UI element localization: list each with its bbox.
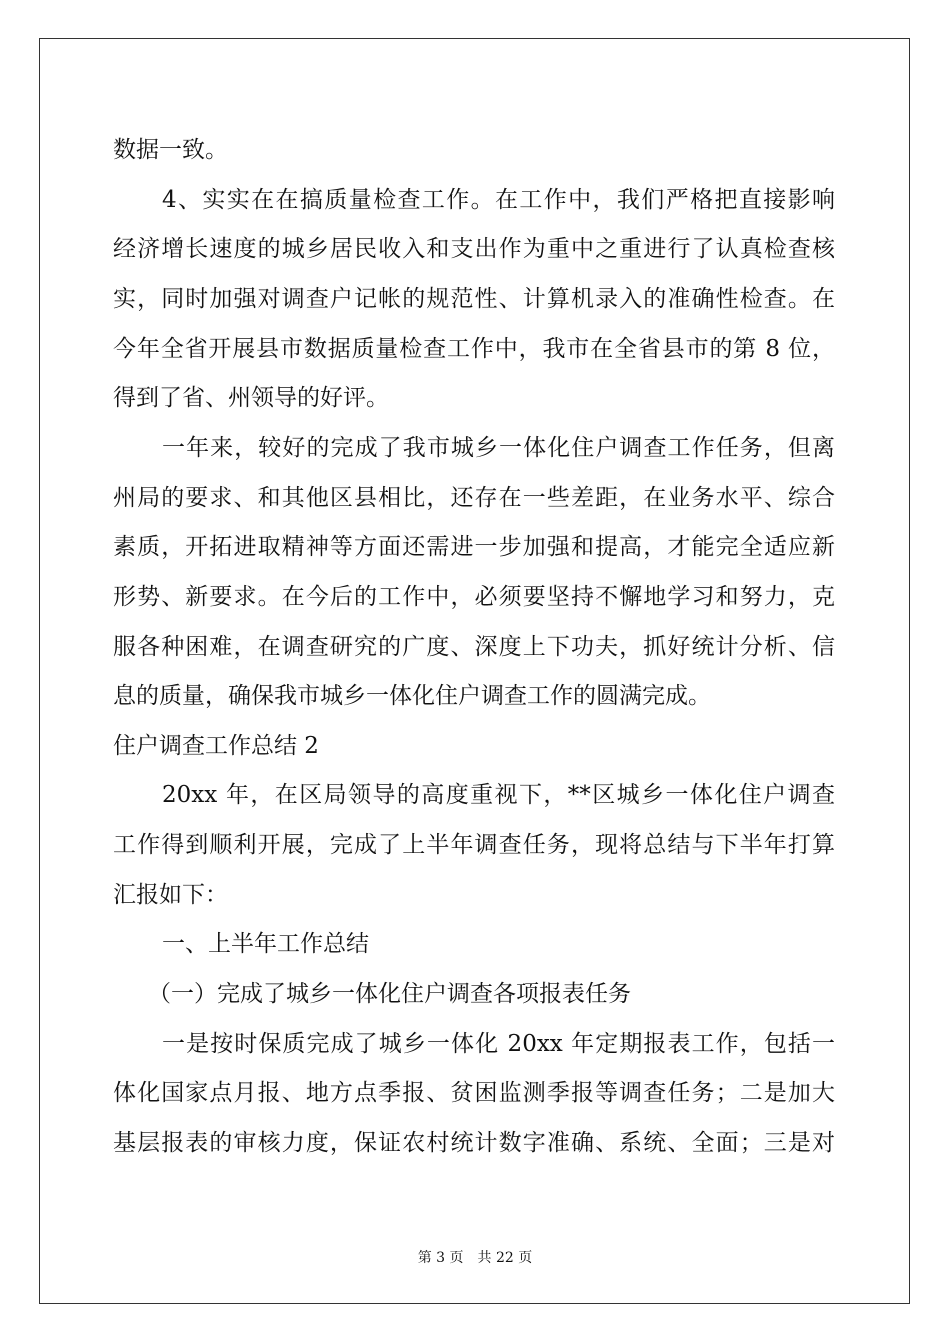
- subheading: 一、上半年工作总结: [162, 931, 369, 957]
- text-line: 形势、新要求。在今后的工作中，必须要坚持不懈地学习和努力，克: [113, 584, 835, 610]
- paragraph-start: 一是按时保质完成了城乡一体化 20xx 年定期报表工作，包括一: [162, 1031, 835, 1057]
- paragraph-start: 20xx 年，在区局领导的高度重视下，**区城乡一体化住户调查: [162, 782, 835, 808]
- text-line: 工作得到顺利开展，完成了上半年调查任务，现将总结与下半年打算: [113, 832, 835, 858]
- section-heading: 住户调查工作总结 2: [113, 733, 319, 759]
- text-line: 体化国家点月报、地方点季报、贫困监测季报等调查任务；二是加大: [113, 1080, 835, 1106]
- page-border: [39, 38, 910, 1304]
- text-line: 今年全省开展县市数据质量检查工作中，我市在全省县市的第 8 位，: [113, 336, 835, 362]
- page-number: 第 3 页 共 22 页: [417, 1250, 533, 1266]
- text-line: 基层报表的审核力度，保证农村统计数字准确、系统、全面；三是对: [113, 1130, 835, 1156]
- text-line: 汇报如下：: [113, 882, 228, 908]
- paragraph-start: 一年来，较好的完成了我市城乡一体化住户调查工作任务，但离: [162, 435, 835, 461]
- text-line: 得到了省、州领导的好评。: [113, 385, 389, 411]
- text-line: 息的质量，确保我市城乡一体化住户调查工作的圆满完成。: [113, 683, 711, 709]
- text-line: 实，同时加强对调查户记帐的规范性、计算机录入的准确性检查。在: [113, 286, 835, 312]
- text-line: 服各种困难，在调查研究的广度、深度上下功夫，抓好统计分析、信: [113, 634, 835, 660]
- paragraph-start: 4、实实在在搞质量检查工作。在工作中，我们严格把直接影响: [162, 187, 835, 213]
- subheading: （一）完成了城乡一体化住户调查各项报表任务: [148, 981, 631, 1007]
- text-line: 经济增长速度的城乡居民收入和支出作为重中之重进行了认真检查核: [113, 236, 835, 262]
- text-line: 数据一致。: [113, 137, 228, 163]
- text-line: 州局的要求、和其他区县相比，还存在一些差距，在业务水平、综合: [113, 485, 835, 511]
- text-line: 素质，开拓进取精神等方面还需进一步加强和提高，才能完全适应新: [113, 534, 835, 560]
